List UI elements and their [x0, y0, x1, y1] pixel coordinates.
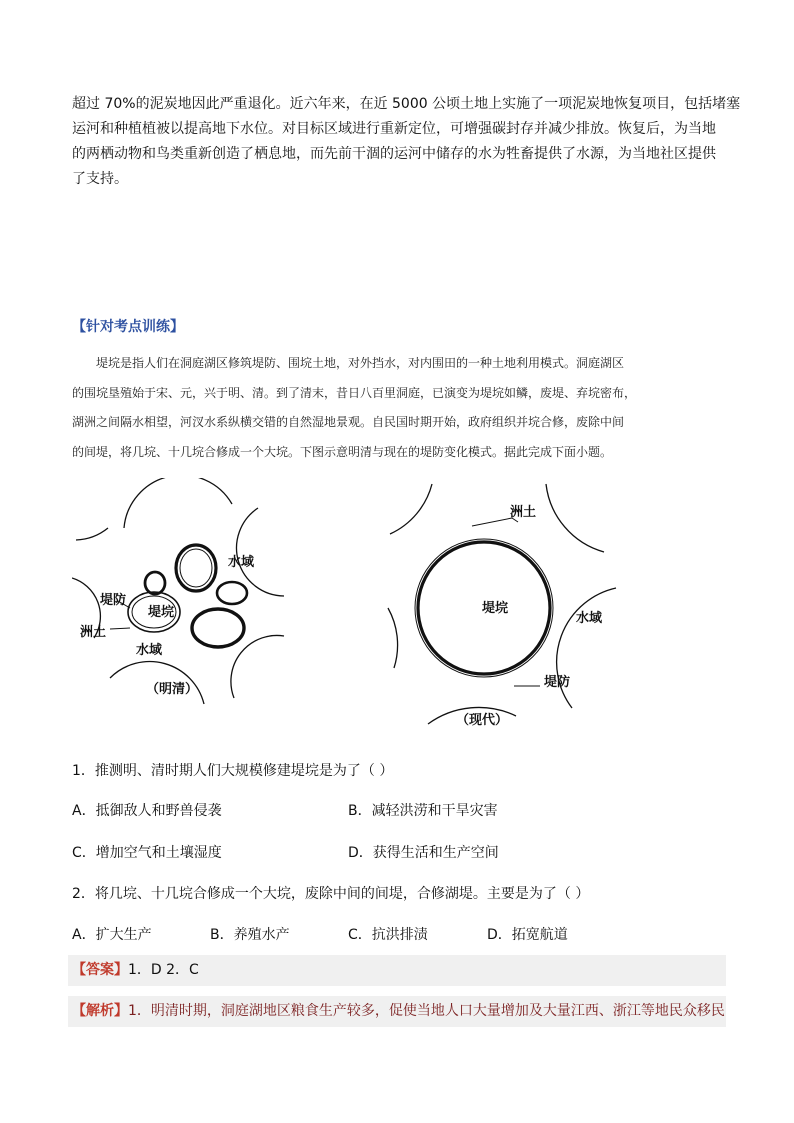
q2-option-c: C．抗洪排渍: [348, 927, 428, 943]
analysis-text: 1．明清时期，洞庭湖地区粮食生产较多，促使当地人口大量增加及大量江西、浙江等地民众移民: [128, 1003, 725, 1019]
answer-box: [68, 955, 726, 986]
water-boundary-arc: [124, 478, 232, 528]
leader-line: [110, 628, 130, 629]
analysis-line: [68, 996, 726, 1027]
water-boundary-arc: [388, 608, 398, 668]
water-boundary-arc: [231, 635, 284, 698]
intro-paragraph: [72, 92, 741, 192]
label-islet: 洲土: [510, 505, 537, 520]
label-dike: 堤防: [100, 593, 127, 608]
embankment-circle: [176, 545, 216, 591]
embankment-circle: [217, 582, 247, 604]
label-water-bottom: 水域: [136, 643, 163, 658]
leader-line: [472, 518, 512, 526]
material-paragraph: [72, 349, 724, 467]
diagram-ming-qing: [72, 478, 304, 718]
q1-option-a: A．抵御敌人和野兽侵袭: [72, 803, 222, 819]
intro-line: 运河和种植植被以提高地下水位。对目标区域进行重新定位，可增强碳封存并减少排放。恢复后，为当地: [72, 121, 716, 137]
label-embankment: 堤垸: [148, 605, 175, 620]
caption-modern: （现代）: [456, 713, 509, 728]
analysis-tag: 【解析】: [72, 1003, 128, 1019]
water-boundary-arc: [557, 588, 616, 708]
q1-option-d: D．获得生活和生产空间: [348, 845, 499, 861]
water-boundary-arc: [76, 528, 108, 540]
q1-option-b: B．减轻洪涝和干旱灾害: [348, 803, 498, 819]
intro-line: 的两栖动物和鸟类重新创造了栖息地，而先前干涸的运河中储存的水为牲畜提供了水源，为当地社区提供: [72, 146, 716, 162]
q2-option-d: D．拓宽航道: [487, 927, 568, 943]
caption-ming-qing: （明清）: [146, 682, 199, 697]
answer-tag: 【答案】: [72, 962, 128, 978]
label-dike: 堤防: [544, 675, 571, 690]
question-1-stem: 1．推测明、清时期人们大规模修建堤垸是为了（ ）: [72, 763, 394, 779]
q1-option-c: C．增加空气和土壤湿度: [72, 845, 222, 861]
q2-option-a: A．扩大生产: [72, 927, 152, 943]
water-boundary-arc: [390, 484, 432, 534]
intro-line: 了支持。: [72, 171, 128, 187]
embankment-circle: [180, 549, 212, 587]
label-water-top: 水域: [228, 555, 255, 570]
embankment-circle: [192, 609, 244, 647]
answer-line: [68, 955, 726, 986]
material-line: 湖洲之间隔水相望，河汊水系纵横交错的自然湿地景观。自民国时期开始，政府组织并垸合修，废除中间: [72, 415, 625, 429]
question-2-stem: 2．将几垸、十几垸合修成一个大垸，废除中间的间堤，合修湖堤。主要是为了（ ）: [72, 886, 590, 902]
material-line: 的围垸垦殖始于宋、元，兴于明、清。到了清末，昔日八百里洞庭，已演变为堤垸如鳞，废堤、弃垸密布，: [72, 385, 637, 400]
label-embankment: 堤垸: [482, 601, 509, 616]
label-water: 水域: [576, 611, 603, 626]
analysis-box: [68, 996, 726, 1027]
water-boundary-arc: [237, 508, 284, 596]
q2-option-b: B．养殖水产: [210, 927, 290, 943]
label-islet: 洲土: [80, 625, 107, 640]
diagram-modern: [386, 478, 634, 728]
section-title: 【针对考点训练】: [72, 319, 184, 335]
embankment-circle: [145, 572, 165, 594]
material-line: 的间堤，将几垸、十几垸合修成一个大垸。下图示意明清与现在的堤防变化模式。据此完成下面小题。: [72, 444, 613, 459]
intro-line: 超过 70%的泥炭地因此严重退化。近六年来，在近 5000 公顷土地上实施了一项泥炭地恢复项目，包括堵塞: [72, 96, 741, 112]
material-line: 堤垸是指人们在洞庭湖区修筑堤防、围垸土地，对外挡水，对内围田的一种土地利用模式。洞庭湖区: [96, 356, 625, 370]
answer-text: 1．D 2．C: [128, 962, 199, 978]
water-boundary-arc: [546, 484, 604, 552]
